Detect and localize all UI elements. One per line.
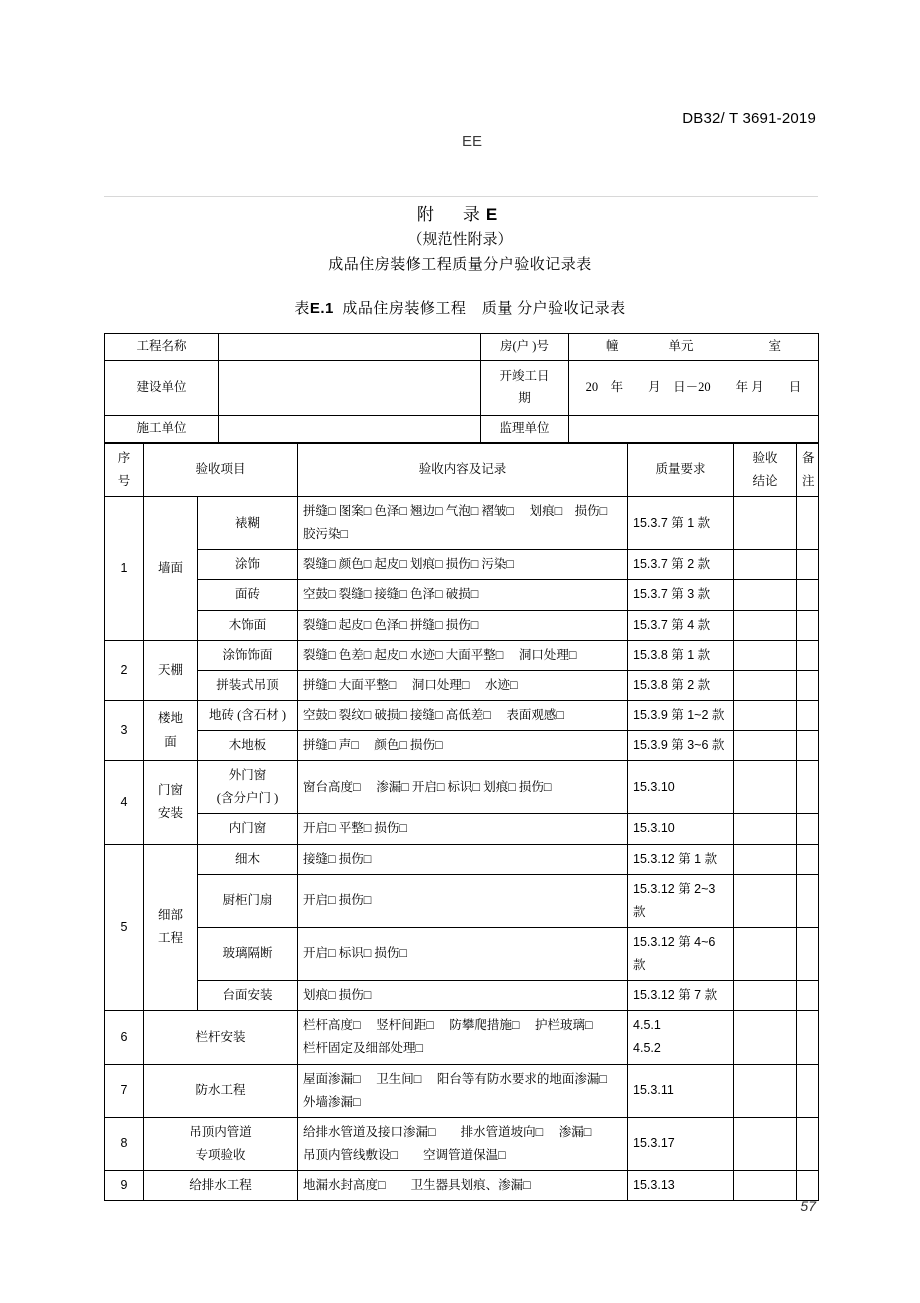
project-name-label: 工程名称 [105, 334, 219, 361]
row-number: 2 [105, 640, 144, 700]
inspection-content[interactable]: 接缝□ 损伤□ [298, 844, 628, 874]
quality-requirement: 15.3.12 第 4~6 款 [628, 927, 734, 980]
quality-requirement: 15.3.13 [628, 1171, 734, 1201]
inspection-subitem: 台面安装 [198, 981, 298, 1011]
quality-requirement: 15.3.12 第 1 款 [628, 844, 734, 874]
date-field[interactable]: 20 年 月 日－20 年 月 日 [569, 360, 819, 415]
quality-requirement: 15.3.12 第 7 款 [628, 981, 734, 1011]
table-row [105, 415, 819, 442]
inspection-subitem: 木地板 [198, 731, 298, 761]
quality-requirement: 15.3.10 [628, 814, 734, 844]
inspection-content[interactable]: 裂缝□ 起皮□ 色泽□ 拼缝□ 损伤□ [298, 610, 628, 640]
inspection-content[interactable]: 开启□ 标识□ 损伤□ [298, 927, 628, 980]
inspection-group: 天棚 [144, 640, 198, 700]
table-row [105, 874, 819, 927]
project-name-field[interactable] [219, 334, 481, 361]
row-number: 5 [105, 844, 144, 1011]
table-row [105, 1011, 819, 1064]
table-row [105, 497, 819, 550]
inspection-content[interactable]: 空鼓□ 裂纹□ 破损□ 接缝□ 高低差□ 表面观感□ [298, 700, 628, 730]
col-header-no [105, 443, 144, 496]
inspection-group: 防水工程 [144, 1064, 298, 1117]
col-header-no-line2: 号 [117, 473, 131, 488]
table-row [105, 580, 819, 610]
inspection-content[interactable]: 窗台高度□ 渗漏□ 开启□ 标识□ 划痕□ 损伤□ [298, 761, 628, 814]
table-caption [0, 297, 920, 318]
remark-field[interactable] [797, 1011, 819, 1064]
inspection-subitem: 细木 [198, 844, 298, 874]
row-number: 8 [105, 1117, 144, 1170]
row-number: 4 [105, 761, 144, 844]
remark-field[interactable] [797, 761, 819, 814]
table-row [105, 700, 819, 730]
annex-title-cn: 附 录 [416, 205, 486, 224]
annex-name: 成品住房装修工程质量分户验收记录表 [328, 257, 592, 273]
inspection-content[interactable]: 拼缝□ 图案□ 色泽□ 翘边□ 气泡□ 褶皱□ 划痕□ 损伤□ 胶污染□ [298, 497, 628, 550]
remark-field[interactable] [797, 670, 819, 700]
supervisor-label: 监理单位 [481, 415, 569, 442]
inspection-content[interactable]: 裂缝□ 色差□ 起皮□ 水迹□ 大面平整□ 洞口处理□ [298, 640, 628, 670]
inspection-table [104, 443, 819, 1201]
inspection-group: 墙面 [144, 497, 198, 641]
inspection-content[interactable]: 地漏水封高度□ 卫生器具划痕、渗漏□ [298, 1171, 628, 1201]
quality-requirement: 15.3.12 第 2~3 款 [628, 874, 734, 927]
inspection-result-field[interactable] [734, 761, 797, 814]
builder-field[interactable] [219, 360, 481, 415]
inspection-content[interactable]: 开启□ 损伤□ [298, 874, 628, 927]
remark-field[interactable] [797, 497, 819, 550]
inspection-subitem: 涂饰 [198, 550, 298, 580]
remark-field[interactable] [797, 1117, 819, 1170]
inspection-result-field[interactable] [734, 844, 797, 874]
inspection-result-field[interactable] [734, 927, 797, 980]
remark-field[interactable] [797, 731, 819, 761]
inspection-result-field[interactable] [734, 1064, 797, 1117]
quality-requirement: 15.3.11 [628, 1064, 734, 1117]
inspection-group: 栏杆安装 [144, 1011, 298, 1064]
table-caption-prefix: 表 [294, 301, 310, 317]
record-table [104, 333, 818, 1201]
inspection-result-field[interactable] [734, 550, 797, 580]
inspection-result-field[interactable] [734, 640, 797, 670]
inspection-subitem: 外门窗 (含分户门 ) [198, 761, 298, 814]
quality-requirement: 15.3.7 第 4 款 [628, 610, 734, 640]
room-no-field[interactable]: 幢 单元 室 [569, 334, 819, 361]
inspection-result-field[interactable] [734, 497, 797, 550]
table-caption-number: E.1 [309, 300, 334, 317]
quality-requirement: 15.3.7 第 3 款 [628, 580, 734, 610]
remark-field[interactable] [797, 874, 819, 927]
inspection-group: 楼地 面 [144, 700, 198, 760]
table-row [105, 1064, 819, 1117]
table-row [105, 814, 819, 844]
quality-requirement: 4.5.1 4.5.2 [628, 1011, 734, 1064]
project-info-table [104, 333, 819, 443]
table-row [105, 360, 819, 415]
quality-requirement: 15.3.17 [628, 1117, 734, 1170]
table-row [105, 610, 819, 640]
inspection-group: 门窗 安装 [144, 761, 198, 844]
col-header-content: 验收内容及记录 [298, 443, 628, 496]
col-header-remark-line2: 注 [802, 473, 815, 488]
remark-field[interactable] [797, 700, 819, 730]
table-row [105, 640, 819, 670]
remark-field[interactable] [797, 927, 819, 980]
quality-requirement: 15.3.8 第 2 款 [628, 670, 734, 700]
header-rule [104, 196, 818, 197]
supervisor-field[interactable] [569, 415, 819, 442]
annex-title-letter: E [485, 205, 504, 224]
col-header-requirement: 质量要求 [628, 443, 734, 496]
inspection-result-field[interactable] [734, 814, 797, 844]
date-label [481, 360, 569, 415]
row-number: 6 [105, 1011, 144, 1064]
row-number: 9 [105, 1171, 144, 1201]
inspection-subitem: 裱糊 [198, 497, 298, 550]
page-number: 57 [800, 1198, 816, 1214]
inspection-content[interactable]: 开启□ 平整□ 损伤□ [298, 814, 628, 844]
col-header-result-line2: 结论 [752, 473, 778, 488]
inspection-content[interactable]: 给排水管道及接口渗漏□ 排水管道坡向□ 渗漏□ 吊顶内管线敷设□ 空调管道保温□ [298, 1117, 628, 1170]
inspection-result-field[interactable] [734, 1117, 797, 1170]
inspection-result-field[interactable] [734, 610, 797, 640]
table-header-row [105, 443, 819, 496]
quality-requirement: 15.3.10 [628, 761, 734, 814]
inspection-subitem: 拼装式吊顶 [198, 670, 298, 700]
inspection-result-field[interactable] [734, 981, 797, 1011]
inspection-content[interactable]: 划痕□ 损伤□ [298, 981, 628, 1011]
table-row [105, 761, 819, 814]
table-row [105, 670, 819, 700]
date-label-line2: 期 [518, 390, 531, 405]
inspection-result-field[interactable] [734, 670, 797, 700]
annex-title [0, 200, 920, 225]
date-label-line1: 开竣工日 [499, 369, 550, 383]
col-header-item: 验收项目 [144, 443, 298, 496]
col-header-remark-line1: 备 [802, 450, 815, 465]
inspection-content[interactable]: 栏杆高度□ 竖杆间距□ 防攀爬措施□ 护栏玻璃□ 栏杆固定及细部处理□ [298, 1011, 628, 1064]
inspection-result-field[interactable] [734, 1011, 797, 1064]
remark-field[interactable] [797, 844, 819, 874]
quality-requirement: 15.3.7 第 1 款 [628, 497, 734, 550]
quality-requirement: 15.3.7 第 2 款 [628, 550, 734, 580]
inspection-result-field[interactable] [734, 874, 797, 927]
inspection-result-field[interactable] [734, 731, 797, 761]
table-row [105, 550, 819, 580]
inspection-subitem: 面砖 [198, 580, 298, 610]
inspection-result-field[interactable] [734, 1171, 797, 1201]
table-row [105, 1117, 819, 1170]
inspection-content[interactable]: 拼缝□ 声□ 颜色□ 损伤□ [298, 731, 628, 761]
col-header-result [734, 443, 797, 496]
inspection-subitem: 地砖 (含石材 ) [198, 700, 298, 730]
row-number: 3 [105, 700, 144, 760]
remark-field[interactable] [797, 550, 819, 580]
constructor-field[interactable] [219, 415, 481, 442]
table-caption-text: 成品住房装修工程 质量 分户验收记录表 [342, 301, 626, 317]
row-number: 7 [105, 1064, 144, 1117]
inspection-subitem: 厨柜门扇 [198, 874, 298, 927]
table-row [105, 731, 819, 761]
remark-field[interactable] [797, 814, 819, 844]
constructor-label: 施工单位 [105, 415, 219, 442]
remark-field[interactable] [797, 580, 819, 610]
row-number: 1 [105, 497, 144, 641]
table-row [105, 844, 819, 874]
table-row [105, 981, 819, 1011]
header-mark: EE [462, 133, 483, 150]
inspection-subitem: 涂饰饰面 [198, 640, 298, 670]
col-header-remark [797, 443, 819, 496]
inspection-group: 细部 工程 [144, 844, 198, 1011]
table-row [105, 1171, 819, 1201]
annex-subtitle: （规范性附录） [407, 232, 513, 248]
table-row [105, 927, 819, 980]
inspection-table-body [105, 497, 819, 1201]
inspection-content[interactable]: 拼缝□ 大面平整□ 洞口处理□ 水迹□ [298, 670, 628, 700]
inspection-subitem: 内门窗 [198, 814, 298, 844]
inspection-group: 给排水工程 [144, 1171, 298, 1201]
inspection-content[interactable]: 屋面渗漏□ 卫生间□ 阳台等有防水要求的地面渗漏□ 外墙渗漏□ [298, 1064, 628, 1117]
table-row [105, 334, 819, 361]
remark-field[interactable] [797, 610, 819, 640]
builder-label: 建设单位 [105, 360, 219, 415]
inspection-group: 吊顶内管道 专项验收 [144, 1117, 298, 1170]
quality-requirement: 15.3.9 第 1~2 款 [628, 700, 734, 730]
document-number: DB32/ T 3691-2019 [682, 110, 816, 127]
quality-requirement: 15.3.9 第 3~6 款 [628, 731, 734, 761]
remark-field[interactable] [797, 1064, 819, 1117]
quality-requirement: 15.3.8 第 1 款 [628, 640, 734, 670]
col-header-result-line1: 验收 [752, 450, 778, 465]
inspection-subitem: 玻璃隔断 [198, 927, 298, 980]
inspection-content[interactable]: 裂缝□ 颜色□ 起皮□ 划痕□ 损伤□ 污染□ [298, 550, 628, 580]
inspection-result-field[interactable] [734, 700, 797, 730]
remark-field[interactable] [797, 1171, 819, 1201]
room-no-label: 房(户 )号 [481, 334, 569, 361]
inspection-result-field[interactable] [734, 580, 797, 610]
remark-field[interactable] [797, 981, 819, 1011]
inspection-subitem: 木饰面 [198, 610, 298, 640]
remark-field[interactable] [797, 640, 819, 670]
col-header-no-line1: 序 [117, 450, 131, 465]
inspection-content[interactable]: 空鼓□ 裂缝□ 接缝□ 色泽□ 破损□ [298, 580, 628, 610]
